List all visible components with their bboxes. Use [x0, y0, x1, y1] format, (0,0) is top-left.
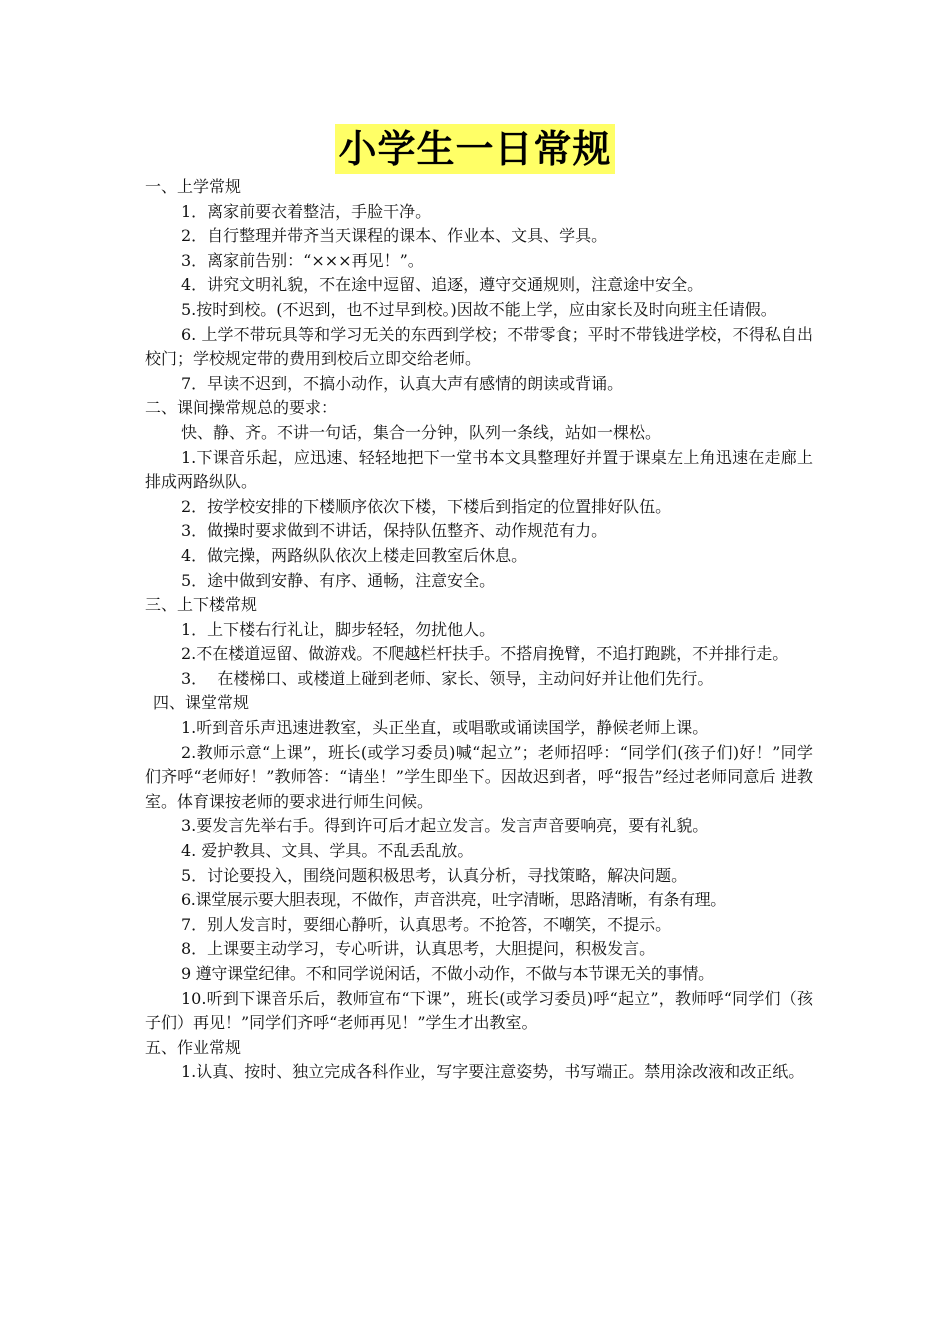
rule-4-2: 2.教师示意“上课”，班长(或学习委员)喊“起立”；老师招呼：“同学们(孩子们)好！”同学们齐呼“老师好！”教师答：“请坐！”学生即坐下。因故迟到者，呼“报告”经过老师同意后 进教室。体育课按老师的要求进行师生问候。: [145, 742, 813, 811]
section-heading-1: 一、上学常规: [145, 177, 242, 196]
rule-2-3: 3．做操时要求做到不讲话，保持队伍整齐、动作规范有力。: [181, 521, 608, 541]
section-heading-3: 三、上下楼常规: [145, 595, 258, 615]
rule-1-3: 3．离家前告别：“×××再见！”。: [181, 250, 424, 270]
rule-4-9: 9 遵守课堂纪律。不和同学说闲话，不做小动作，不做与本节课无关的事情。: [181, 964, 714, 983]
section-heading-2: 二、课间操常规总的要求：: [145, 398, 338, 418]
rule-1-4: 4．讲究文明礼貌，不在途中逗留、追逐，遵守交通规则，注意途中安全。: [181, 275, 704, 295]
rule-2-2: 2．按学校安排的下楼顺序依次下楼，下楼后到指定的位置排好队伍。: [181, 496, 672, 516]
document-body: [145, 175, 813, 1085]
rule-4-8: 8．上课要主动学习，专心听讲，认真思考，大胆提问，积极发言。: [181, 939, 656, 959]
rule-4-1: 1.听到音乐声迅速进教室，头正坐直，或唱歌或诵读国学，静候老师上课。: [181, 718, 709, 738]
rule-2-1: 1.下课音乐起，应迅速、轻轻地把下一堂书本文具整理好并置于课桌左上角迅速在走廊上 排成两路纵队。: [145, 447, 813, 492]
rule-2-intro: 快、静、齐。不讲一句话，集合一分钟，队列一条线，站如一棵松。: [181, 422, 662, 442]
title-container: [0, 124, 950, 174]
rule-4-5: 5．讨论要投入，围绕问题积极思考，认真分析，寻找策略，解决问题。: [181, 865, 688, 885]
rule-2-4: 4．做完操，两路纵队依次上楼走回教室后休息。: [181, 545, 528, 565]
rule-1-7: 7．早读不迟到，不搞小动作，认真大声有感情的朗读或背诵。: [181, 373, 624, 393]
rule-3-1: 1．上下楼右行礼让，脚步轻轻，勿扰他人。: [181, 619, 496, 639]
rule-2-5: 5．途中做到安静、有序、通畅，注意安全。: [181, 570, 496, 590]
rule-4-6: 6.课堂展示要大胆表现，不做作，声音洪亮，吐字清晰，思路清晰，有条有理。: [181, 890, 726, 910]
page-title: 小学生一日常规: [335, 124, 614, 174]
rule-3-3: 3． 在楼梯口、或楼道上碰到老师、家长、领导，主动问好并让他们先行。: [181, 668, 714, 688]
rule-4-7: 7．别人发言时，要细心静听，认真思考。不抢答，不嘲笑，不提示。: [181, 914, 672, 934]
section-heading-5: 五、作业常规: [145, 1037, 242, 1057]
rule-1-1: 1．离家前要衣着整洁，手脸干净。: [181, 201, 432, 221]
rule-3-2: 2.不在楼道逗留、做游戏。不爬越栏杆扶手。不搭肩挽臂，不追打跑跳，不并排行走。: [181, 644, 789, 664]
section-heading-4: 四、课堂常规: [153, 693, 250, 713]
rule-4-3: 3.要发言先举右手。得到许可后才起立发言。发言声音要响亮，要有礼貌。: [181, 816, 709, 836]
rule-4-4: 4. 爱护教具、文具、学具。不乱丢乱放。: [181, 841, 474, 861]
rule-1-5: 5.按时到校。(不迟到，也不过早到校。)因故不能上学，应由家长及时向班主任请假。: [181, 299, 777, 319]
rule-4-10: 10.听到下课音乐后，教师宣布“下课”，班长(或学习委员)呼“起立”，教师呼“同学们（孩子们）再见！”同学们齐呼“老师再见！”学生才出教室。: [145, 988, 813, 1033]
rule-1-6: 6. 上学不带玩具等和学习无关的东西到学校；不带零食；平时不带钱进学校，不得私自出校门；学校规定带的费用到校后立即交给老师。: [145, 324, 813, 369]
rule-5-1: 1.认真、按时、独立完成各科作业，写字要注意姿势，书写端正。禁用涂改液和改正纸。: [181, 1062, 805, 1082]
rule-1-2: 2．自行整理并带齐当天课程的课本、作业本、文具、学具。: [181, 226, 608, 246]
